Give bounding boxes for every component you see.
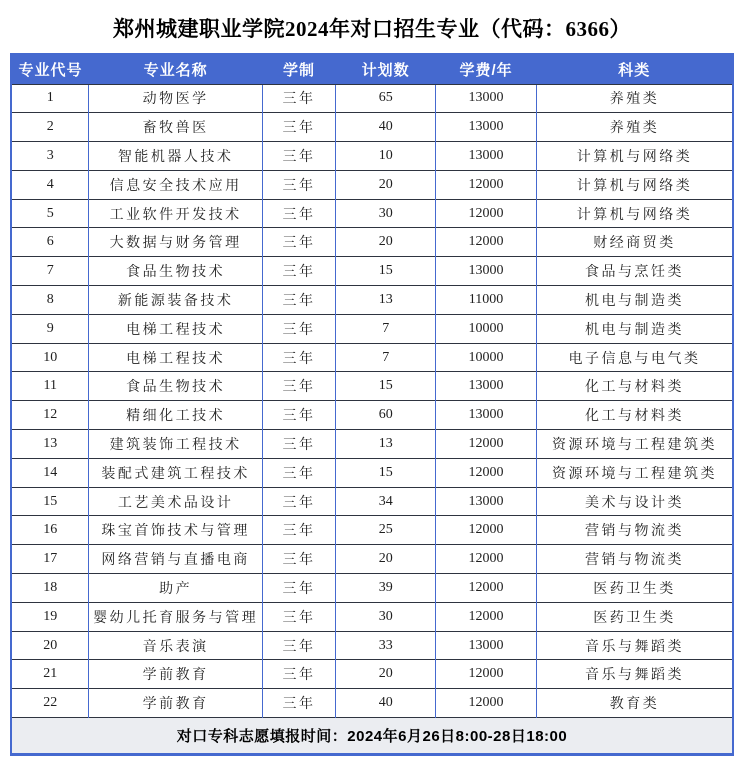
- cell-plan: 13: [336, 286, 436, 315]
- cell-tuition: 12000: [436, 430, 537, 459]
- table-row: [11, 257, 733, 286]
- cell-code: 20: [11, 631, 89, 660]
- cell-code: 5: [11, 199, 89, 228]
- cell-plan: 7: [336, 343, 436, 372]
- cell-plan: 20: [336, 228, 436, 257]
- footer-row: [11, 718, 733, 755]
- cell-code: 1: [11, 84, 89, 113]
- table-row: [11, 84, 733, 113]
- cell-duration: 三年: [262, 574, 336, 603]
- table-row: [11, 516, 733, 545]
- cell-name: 畜牧兽医: [89, 113, 262, 142]
- cell-tuition: 10000: [436, 343, 537, 372]
- cell-name: 信息安全技术应用: [89, 170, 262, 199]
- cell-category: 计算机与网络类: [537, 142, 733, 171]
- table-row: [11, 458, 733, 487]
- cell-code: 7: [11, 257, 89, 286]
- cell-duration: 三年: [262, 257, 336, 286]
- cell-plan: 15: [336, 257, 436, 286]
- table-row: [11, 430, 733, 459]
- cell-duration: 三年: [262, 142, 336, 171]
- cell-plan: 10: [336, 142, 436, 171]
- cell-name: 学前教育: [89, 660, 262, 689]
- cell-category: 计算机与网络类: [537, 199, 733, 228]
- cell-name: 珠宝首饰技术与管理: [89, 516, 262, 545]
- cell-name: 工艺美术品设计: [89, 487, 262, 516]
- column-header-plan: 计划数: [336, 54, 436, 84]
- table-row: [11, 602, 733, 631]
- cell-category: 医药卫生类: [537, 574, 733, 603]
- cell-plan: 20: [336, 170, 436, 199]
- cell-category: 电子信息与电气类: [537, 343, 733, 372]
- cell-code: 2: [11, 113, 89, 142]
- cell-category: 机电与制造类: [537, 314, 733, 343]
- cell-duration: 三年: [262, 286, 336, 315]
- cell-code: 21: [11, 660, 89, 689]
- cell-category: 机电与制造类: [537, 286, 733, 315]
- cell-code: 10: [11, 343, 89, 372]
- cell-name: 食品生物技术: [89, 257, 262, 286]
- table-row: [11, 286, 733, 315]
- cell-tuition: 12000: [436, 660, 537, 689]
- cell-tuition: 13000: [436, 487, 537, 516]
- cell-name: 新能源装备技术: [89, 286, 262, 315]
- column-header-category: 科类: [537, 54, 733, 84]
- table-row: [11, 228, 733, 257]
- cell-category: 计算机与网络类: [537, 170, 733, 199]
- cell-name: 装配式建筑工程技术: [89, 458, 262, 487]
- cell-name: 工业软件开发技术: [89, 199, 262, 228]
- cell-category: 资源环境与工程建筑类: [537, 458, 733, 487]
- cell-tuition: 10000: [436, 314, 537, 343]
- cell-name: 食品生物技术: [89, 372, 262, 401]
- cell-tuition: 13000: [436, 631, 537, 660]
- table-row: [11, 631, 733, 660]
- cell-tuition: 13000: [436, 372, 537, 401]
- cell-category: 教育类: [537, 689, 733, 718]
- cell-duration: 三年: [262, 401, 336, 430]
- cell-code: 4: [11, 170, 89, 199]
- table-row: [11, 689, 733, 718]
- cell-category: 养殖类: [537, 84, 733, 113]
- cell-plan: 25: [336, 516, 436, 545]
- table-body: [11, 84, 733, 718]
- cell-duration: 三年: [262, 516, 336, 545]
- cell-tuition: 13000: [436, 401, 537, 430]
- footer-note: 对口专科志愿填报时间：2024年6月26日8:00-28日18:00: [11, 718, 733, 755]
- cell-duration: 三年: [262, 84, 336, 113]
- cell-duration: 三年: [262, 343, 336, 372]
- cell-code: 15: [11, 487, 89, 516]
- cell-name: 精细化工技术: [89, 401, 262, 430]
- cell-tuition: 13000: [436, 84, 537, 113]
- cell-category: 化工与材料类: [537, 372, 733, 401]
- table-row: [11, 314, 733, 343]
- cell-category: 美术与设计类: [537, 487, 733, 516]
- cell-duration: 三年: [262, 660, 336, 689]
- column-header-duration: 学制: [262, 54, 336, 84]
- cell-plan: 65: [336, 84, 436, 113]
- cell-tuition: 12000: [436, 228, 537, 257]
- cell-duration: 三年: [262, 199, 336, 228]
- cell-name: 学前教育: [89, 689, 262, 718]
- cell-tuition: 13000: [436, 257, 537, 286]
- table-row: [11, 487, 733, 516]
- cell-code: 13: [11, 430, 89, 459]
- cell-plan: 15: [336, 458, 436, 487]
- cell-name: 智能机器人技术: [89, 142, 262, 171]
- cell-tuition: 12000: [436, 689, 537, 718]
- cell-duration: 三年: [262, 487, 336, 516]
- cell-tuition: 12000: [436, 170, 537, 199]
- column-header-name: 专业名称: [89, 54, 262, 84]
- majors-table: [10, 53, 734, 756]
- cell-tuition: 12000: [436, 545, 537, 574]
- cell-code: 14: [11, 458, 89, 487]
- cell-code: 17: [11, 545, 89, 574]
- cell-tuition: 11000: [436, 286, 537, 315]
- cell-code: 6: [11, 228, 89, 257]
- cell-plan: 40: [336, 113, 436, 142]
- cell-plan: 39: [336, 574, 436, 603]
- cell-category: 医药卫生类: [537, 602, 733, 631]
- cell-name: 建筑装饰工程技术: [89, 430, 262, 459]
- cell-name: 助产: [89, 574, 262, 603]
- column-header-tuition: 学费/年: [436, 54, 537, 84]
- cell-plan: 15: [336, 372, 436, 401]
- table-row: [11, 199, 733, 228]
- cell-category: 营销与物流类: [537, 545, 733, 574]
- cell-plan: 34: [336, 487, 436, 516]
- cell-category: 音乐与舞蹈类: [537, 631, 733, 660]
- cell-code: 19: [11, 602, 89, 631]
- table-row: [11, 545, 733, 574]
- cell-name: 动物医学: [89, 84, 262, 113]
- table-footer: [11, 718, 733, 755]
- cell-name: 网络营销与直播电商: [89, 545, 262, 574]
- page-title: 郑州城建职业学院2024年对口招生专业（代码：6366）: [113, 17, 631, 41]
- cell-duration: 三年: [262, 170, 336, 199]
- column-header-code: 专业代号: [11, 54, 89, 84]
- cell-name: 婴幼儿托育服务与管理: [89, 602, 262, 631]
- table-row: [11, 343, 733, 372]
- table-row: [11, 660, 733, 689]
- cell-duration: 三年: [262, 228, 336, 257]
- cell-tuition: 13000: [436, 142, 537, 171]
- cell-duration: 三年: [262, 602, 336, 631]
- cell-plan: 20: [336, 545, 436, 574]
- cell-name: 音乐表演: [89, 631, 262, 660]
- cell-plan: 13: [336, 430, 436, 459]
- header-row: [11, 54, 733, 84]
- cell-category: 财经商贸类: [537, 228, 733, 257]
- cell-name: 电梯工程技术: [89, 314, 262, 343]
- cell-duration: 三年: [262, 545, 336, 574]
- cell-category: 养殖类: [537, 113, 733, 142]
- table-row: [11, 574, 733, 603]
- cell-tuition: 12000: [436, 458, 537, 487]
- cell-code: 18: [11, 574, 89, 603]
- cell-tuition: 12000: [436, 516, 537, 545]
- cell-plan: 30: [336, 199, 436, 228]
- cell-category: 营销与物流类: [537, 516, 733, 545]
- cell-category: 资源环境与工程建筑类: [537, 430, 733, 459]
- cell-category: 食品与烹饪类: [537, 257, 733, 286]
- cell-duration: 三年: [262, 113, 336, 142]
- cell-code: 12: [11, 401, 89, 430]
- table-row: [11, 372, 733, 401]
- cell-category: 音乐与舞蹈类: [537, 660, 733, 689]
- cell-code: 11: [11, 372, 89, 401]
- cell-duration: 三年: [262, 458, 336, 487]
- cell-name: 大数据与财务管理: [89, 228, 262, 257]
- cell-plan: 60: [336, 401, 436, 430]
- cell-code: 9: [11, 314, 89, 343]
- cell-plan: 7: [336, 314, 436, 343]
- cell-tuition: 12000: [436, 602, 537, 631]
- cell-duration: 三年: [262, 314, 336, 343]
- cell-plan: 30: [336, 602, 436, 631]
- cell-code: 22: [11, 689, 89, 718]
- table-header: [11, 54, 733, 84]
- table-row: [11, 142, 733, 171]
- cell-category: 化工与材料类: [537, 401, 733, 430]
- cell-duration: 三年: [262, 430, 336, 459]
- cell-plan: 40: [336, 689, 436, 718]
- cell-tuition: 12000: [436, 199, 537, 228]
- table-row: [11, 401, 733, 430]
- cell-duration: 三年: [262, 372, 336, 401]
- cell-duration: 三年: [262, 631, 336, 660]
- cell-duration: 三年: [262, 689, 336, 718]
- cell-name: 电梯工程技术: [89, 343, 262, 372]
- cell-tuition: 13000: [436, 113, 537, 142]
- cell-plan: 20: [336, 660, 436, 689]
- table-row: [11, 170, 733, 199]
- table-row: [11, 113, 733, 142]
- cell-code: 16: [11, 516, 89, 545]
- cell-plan: 33: [336, 631, 436, 660]
- cell-tuition: 12000: [436, 574, 537, 603]
- cell-code: 3: [11, 142, 89, 171]
- cell-code: 8: [11, 286, 89, 315]
